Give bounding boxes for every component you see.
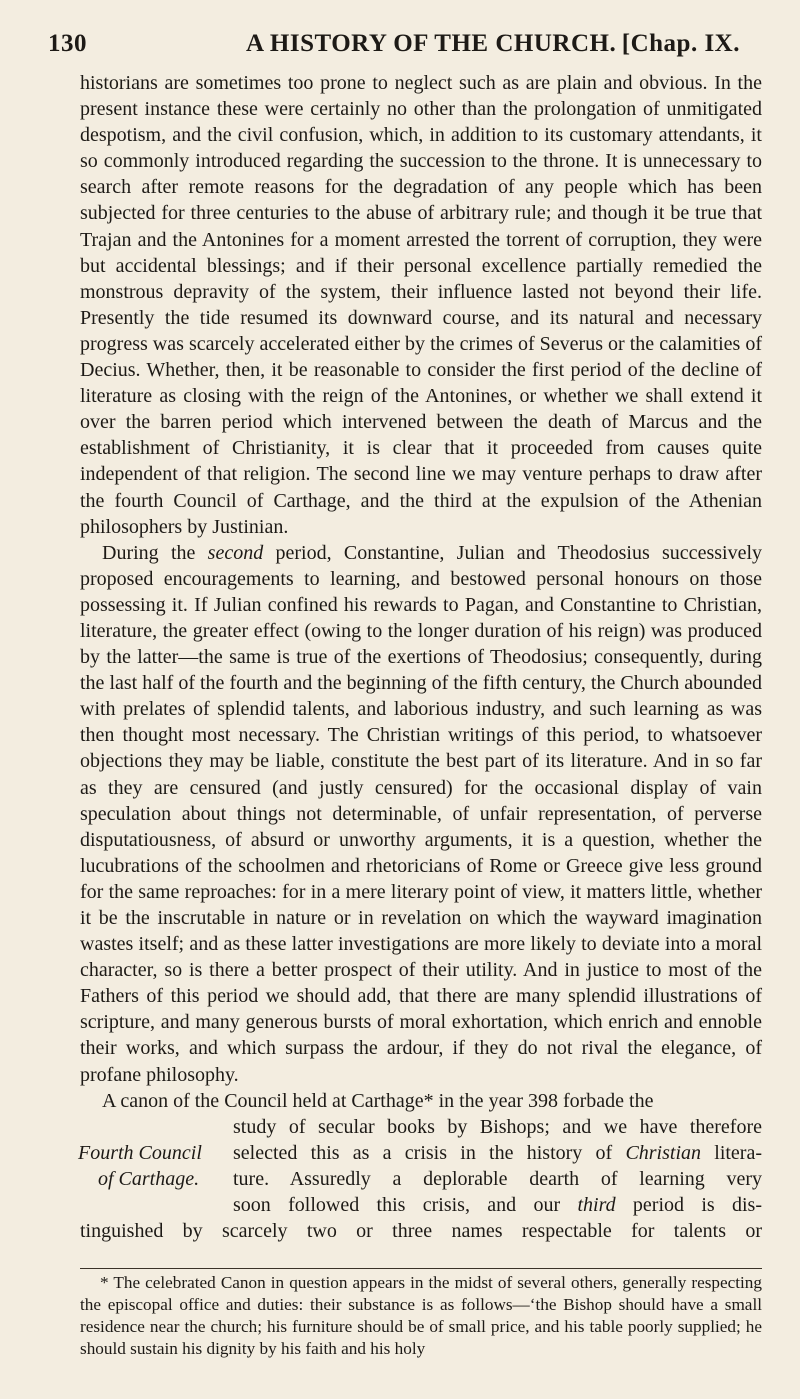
side-note-line-1: Fourth Council	[78, 1141, 202, 1164]
running-title: A HISTORY OF THE CHURCH.	[246, 30, 617, 57]
paragraph-3-line-3: selected this as a crisis in the history of Christian litera-	[233, 1141, 763, 1164]
emphasis-third: third	[577, 1194, 616, 1217]
paragraph-3	[80, 1088, 762, 1245]
paragraph-3-line-6: tinguished by scarcely two or three names respectable for talents or	[80, 1220, 762, 1243]
page-number: 130	[48, 30, 87, 57]
paragraph-3-indented-block	[80, 1114, 762, 1218]
running-header	[48, 30, 760, 64]
paragraph-2: During the second period, Constantine, Julian and Theodosius successively proposed encouragements to learning, and bestowed personal honours on those possessing it. If Julian confined his rewards to Pagan, and Constantine to Christian, literature, the greater effect (owing to the longer duration of his reign) was produced by the latter—the same is true of the exertions of Theodosius; consequently, during the last half of the fourth and the beginning of the fifth century, the Church abounded with prelates of splendid talents, and laborious industry, and such learning as was then thought most necessary. The Christian writings of this period, to whatsoever objections they may be liable, constitute the best part of its literature. And in so far as they are censured (and justly censured) for the occasional display of vain speculation about things not determinable, of unfair representation, of perverse disputatiousness, of absurd or unworthy arguments, it is a question, whether the lucubrations of the schoolmen and rhetoricians of Rome or Greece give less ground for the same reproaches: for in a mere literary point of view, it matters little, whether it be the inscrutable in nature or in revelation on which the wayward imagination wastes itself; and as these latter investigations are more likely to deviate into a moral character, so is there a better prospect of their utility. And in justice to most of the Fathers of this period we should add, that there are many splendid illustrations of scripture, and many generous bursts of moral exhortation, which enrich and ennoble their works, and which surpass the ardour, if they do not rival the elegance, of profane philosophy.	[80, 541, 762, 1086]
footnote-text: * The celebrated Canon in question appears in the midst of several others, generally respecting the episcopal office and duties: their substance is as follows—‘the Bishop should have a small residence near the church; his furniture should be of small price, and his table poorly supplied; he should sustain his dignity by his faith and his holy	[80, 1273, 762, 1358]
chapter-label: [Chap. IX.	[621, 30, 740, 57]
emphasis-christian: Christian	[625, 1141, 702, 1164]
paragraph-3-line-1: A canon of the Council held at Carthage* in the year 398 forbade the	[102, 1089, 654, 1112]
paragraph-3-line-4: ture. Assuredly a deplorable dearth of learning very	[233, 1167, 762, 1190]
side-note-line-2: of Carthage.	[98, 1167, 200, 1190]
footnote-rule	[80, 1268, 762, 1269]
paragraph-3-line-2: study of secular books by Bishops; and we have therefore	[233, 1115, 762, 1138]
main-text	[80, 70, 762, 1244]
emphasis-second: second	[207, 541, 264, 564]
footnote	[80, 1272, 762, 1360]
paragraph-3-line-5: soon followed this crisis, and our third period is dis-	[233, 1194, 763, 1217]
paragraph-1: historians are sometimes too prone to neglect such as are plain and obvious. In the present instance these were certainly no other than the prolongation of unmitigated despotism, and the civil confusion, which, in addition to its customary attendants, it so commonly introduced regarding the succession to the throne. It is unnecessary to search after remote reasons for the degradation of any people which has been subjected for three centuries to the abuse of arbitrary rule; and though it be true that Trajan and the Antonines for a moment arrested the torrent of corruption, they were but accidental blessings; and if their personal excellence partially remedied the monstrous depravity of the system, their influence lasted not beyond their life. Presently the tide resumed its downward course, and its natural and necessary progress was scarcely accelerated either by the crimes of Severus or the calamities of Decius. Whether, then, it be reasonable to consider the first period of the decline of literature as closing with the reign of the Antonines, or whether we shall extend it over the barren period which intervened between the death of Marcus and the establishment of Christianity, it is clear that it proceeded from causes quite independent of that religion. The second line we may venture perhaps to draw after the fourth Council of Carthage, and the third at the expulsion of the Athenian philosophers by Justinian.	[80, 72, 762, 538]
